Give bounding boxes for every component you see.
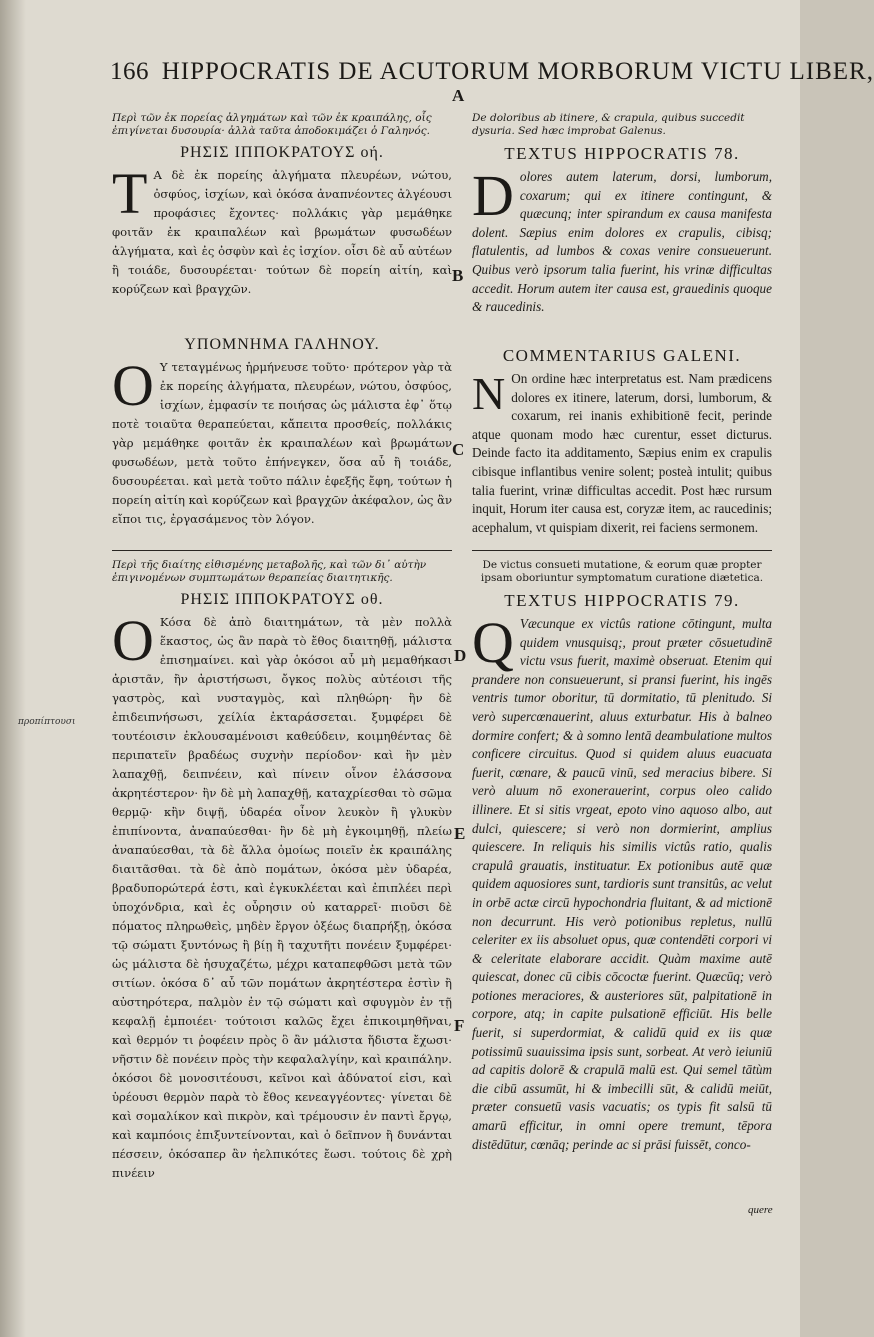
margin-note: προπίπτουσι [18,717,76,727]
latin-summary-1: De doloribus ab itinere, & crapula, quibus succedit dysuria. Sed hæc improbat Galenus. [472,112,745,137]
greek-section-3 [112,542,452,1222]
latin-paragraph-2: On ordine hæc interpretatus est. Nam prædicens dolores ex itinere, laterum, dorsi, lumborum, & coxarum, rei inanis exhibitionē fecit, perinde atque quonam modo hæc curentur, esset dicturus. Deinde facto ita additamento, Sæpius enim ex crapulis cibisque inflantibus venire solent; posteà intulit; quibus talia fuerint, vrinæ difficultas accedit. Post hæc rursum inquit, Horum iter causa est, coryzæ item, ac raucedinis; acephalum, vt quispiam dixerit, rei faciens sermonem. [472,371,772,535]
section-rule [472,550,772,551]
dropcap: Ο [112,353,154,418]
greek-summary-1: Περὶ τῶν ἐκ πορείας ἀλγημάτων καὶ τῶν ἐκ κραιπάλης, οἷς ἐπιγίνεται δυσουρία· ἀλλὰ ταῦτα ἀποδοκιμάζει ὁ Γαληνός. [112,112,432,137]
greek-section-1 [112,112,452,317]
latin-heading-2: COMMENTARIUS GALENI. [502,346,742,365]
greek-heading-3: ΡΗΣΙΣ ΙΠΠΟΚΡΑΤΟΥΣ οθ. [180,591,384,608]
latin-paragraph-1: olores autem laterum, dorsi, lumborum, coxarum; qui ex itinere contingunt, & quæcunq; inter spirandum ex causa manifesta dolent. Sæpius enim dolores ex crapulis, cibisq; flatulentis, ad lumbos & coxas venire consueuerunt. Quibus verò ipsorum talia fuerint, his vrinæ difficultas accedit. Horum autem iter causa est, grauedinis quoque & raucedinis. [472,169,772,315]
gutter-shadow [0,0,26,1337]
margin-letter-f: F [454,1016,465,1035]
page-title: HIPPOCRATIS DE ACUTORUM MORBORUM VICTU LIBER, [161,58,874,85]
greek-section-2 [112,330,452,535]
dropcap: D [472,163,514,228]
latin-paragraph-3: Væcunque ex victûs ratione cōtingunt, multa quidem vnusquisq;, prout præter cōsuetudinē victu vsus fuerit, maximè obseruat. Etenim qui prandere non consueuerunt, si pransi fuerint, his ingēs ventris tumor oboritur, tū dormitatio, tū plenitudo. Si verò supercœnauerint, aluus exturbatur. His à balneo dormire confert; & à somno lentā deambulatione multos conficere circuitus. Quod si quidem aluus euacuata fuerit, cœnare, & paucū vinū, sed meracius bibere. Si verò aluum nō exonerauerint, corpus oleo calido illinere. Et si sitis vrgeat, epoto vino aquoso albo, aut dulci, quiescere; si verò non dormierint, amplius quiescere. In reliquis his similis victûs ratio, qualis crapulâ grauatis, instituatur. Ex potionibus autē quæ quidem aquosiores sunt, tardioris sunt transitûs, ac velut in orbē actæ circū hypochondria fluitant, & ad mictionē non decurrunt. His verò potionibus repletus, nullū celeriter ex iis absoluet opus, quæ contendēti corpori vi & celeritate elaborare accidit. Quàm maxime autē quiescat, donec cū cibis cōcoctæ fuerint. Quæcūq; verò potiones meraciores, & austeriores sūt, palpitationē in corpore, atq; in capite pulsationē efficiūt. His belle fuerit, si superdormiat, & calidū quid ex iis quæ potissimū suauissima ipsis sunt, sorbeat. At verò ieiuniū ad capitis dolorē & crapulā malū est. Qui semel tātùm die cibū assumūt, hi & imbecilli sūt, & calidū meiūt, præter consuetū vasis vacuatis; os typis fit salsū tū amarū efficitur, in omni opere tremunt, tēpora distēdūtur, cœnāq; perinde ac si prāsi fuissēt, conco- [472,616,772,1152]
greek-paragraph-3: Κόσα δὲ ἀπὸ διαιτημάτων, τὰ μὲν πολλὰ ἕκαστος, ὡς ἂν παρὰ τὸ ἔθος διαιτηθῇ, μάλιστα ἐπισημαίνει. καὶ γὰρ ὁκόσοι αὖ μὴ μεμαθήκασι ἀριστᾶν, ἢν ἀριστήσωσι, ὄγκος πολὺς αὐτέοισι τῆς γαστρὸς, καὶ νυσταγμὸς, καὶ πληθώρη· ἢν δὲ ἐπιδειπνήσωσι, χείλία ἐκταράσσεται. ξυμφέρει δὲ τουτέοισιν ἐκλουσαμένοισι καθεύδειν, κοιμηθέντας δὲ περιπατεῖν βραδέως συχνὴν περίοδον· καὶ ἢν μὲν λαπαχθῇ, δειπνέειν, καὶ πίνειν οἶνον ἐλάσσονα ἀκρητέστερον· ἢν δὲ μὴ λαπαχθῇ, καταχρίεσθαι τὸ σῶμα θερμῷ· κἢν διψῇ, ὑδαρέα οἶνον λευκὸν ἢ γλυκὺν ἐπιπίνοντα, ἀναπαύεσθαι· ἢν δὲ μὴ ἐγκοιμηθῇ, πλείω ἀναπαύεσθαι, τὰ δὲ ἄλλα ὁμοίως ποιεῖν ἐκ κραιπάλης διαιτᾶσθαι. τὰ δὲ ἀπὸ πομάτων, ὁκόσα μὲν ὑδαρέα, βραδυπορώτερά ἐστι, καὶ ἐγκυκλέεται καὶ ἐπιπλέει περὶ ὑποχόνδρια, καὶ ἐς οὖρησιν οὐ καταρρεῖ· πιοῦσι δὲ πόματος πληρωθεὶς, μηδὲν ἔργον ὀξέως διαπρήξῃ, ὁκόσα τῷ σώματι ξυντόνως ἢ βίῃ ἢ ταχυτῆτι πονέειν ξυμφέρει· ὡς μάλιστα δὲ ἡσυχαζέτω, μέχρι καταπεφθῶσι μετὰ τῶν σιτίων. ὁκόσα δ᾽ αὖ τῶν πομάτων ἀκρητέστερα ἐστὶν ἢ αὐστηρότερα, παλμὸν ἐν τῷ σώματι καὶ σφυγμὸν ἐν τῇ κεφαλῇ ἐμποιέει· τούτοισι καλῶς ἔχει ἐπικοιμηθῆναι, καὶ θερμόν τι ῥοφέειν πρὸς ὃ ἂν μάλιστα ἥδιστα ἔχωσι· νῆστιν δὲ πονέειν πρὸς τὴν κεφαλαλγίην, καὶ κραιπάλην. ὁκόσοι δὲ μονοσιτέουσι, κεῖνοι καὶ ἀδύνατοί εἰσι, καὶ ὑρέουσι θερμὸν παρὰ τὸ ἔθος κενεαγγέοντες· γίνεται δὲ καὶ σομαλίκον καὶ πικρὸν, καὶ τρέμουσιν ἐν παντὶ ἔργῳ, καὶ καμπόοις ἐπιξυντείνονται, καὶ ὁ δεῖπνον ἢ δυνάνται πέσσειν, ὁκόσαπερ ἂν ἠελπικότες ἔωσι. τούτοις δὲ χρὴ πινέειν [112,615,452,1180]
margin-letter-c: C [452,440,465,459]
margin-letter-b: B [452,266,464,285]
greek-column [112,112,452,1222]
latin-column [472,112,772,1222]
latin-heading-3: TEXTUS HIPPOCRATIS 79. [504,591,740,610]
dropcap: N [472,368,506,419]
running-head [110,58,874,86]
catchword: quere [748,1204,773,1216]
latin-summary-3: De victus consueti mutatione, & eorum quæ propter ipsam oboriuntur symptomatum curatione diætetica. [480,559,764,584]
margin-letter-e: E [454,824,466,843]
latin-heading-1: TEXTUS HIPPOCRATIS 78. [504,144,740,163]
page-number: 166 [110,58,149,85]
greek-heading-1: ΡΗΣΙΣ ΙΠΠΟΚΡΑΤΟΥΣ οή. [180,144,384,161]
dropcap: Ο [112,608,154,673]
dropcap: Q [472,610,514,675]
greek-heading-2: ΥΠΟΜΝΗΜΑ ΓΑΛΗΝΟΥ. [184,336,380,353]
latin-section-3 [472,542,772,1222]
latin-section-1 [472,112,772,337]
greek-summary-3: Περὶ τῆς διαίτης εἰθισμένης μεταβολῆς, καὶ τῶν δι᾽ αὐτὴν ἐπιγινομένων συμπτωμάτων θεραπείας διαιτητικῆς. [112,559,427,584]
latin-section-2 [472,340,772,540]
margin-letter-d: D [454,646,467,665]
dropcap: Τ [112,161,148,226]
section-rule [112,550,452,551]
greek-paragraph-1: Α δὲ ἐκ πορείης ἀλγήματα πλευρέων, νώτου, ὀσφύος, ἰσχίων, καὶ ὁκόσα ἀναπνέοντες ἀλγέουσι προφάσιες ἔχοντες· πολλάκις γὰρ μεμάθηκε φοιτᾶν ἐκ κραιπαλέων καὶ βρωμάτων φυσωδέων ἀλγήματα, καὶ ἐς ὀσφὺν καὶ ἐς ἰσχίον. οἷσι δὲ αὖ αὐτέων ἢ τοιάδε, δυσουρέεται· τούτων δὲ πορείη αἰτίη, καὶ κορύζεων καὶ βραγχῶν. [112,168,452,296]
margin-letter-a: A [452,86,465,105]
greek-paragraph-2: Υ τεταγμένως ἡρμήνευσε τοῦτο· πρότερον γὰρ τὰ ἐκ πορείης ἀλγήματα, πλευρέων, νώτου, ὀσφύος, ἰσχίων, ἐμφασίν τε ποιήσας ὡς μάλιστα ἐφ᾽ ὅτῳ ποτὲ τοιαῦτα θεραπεύεται, κἄπειτα προσθείς, πολλάκις γὰρ μεμάθηκε φοιτᾶν ἐκ κραιπαλέων καὶ βρωμάτων φυσωδέων, μετὰ τοῦτο ἐπήνεγκεν, ὅσα αὖ ἢ τοιάδε, δυσουρέεται. καὶ μετὰ τοῦτο πάλιν ἐφεξῆς ἔφη, τούτων ἡ πορείη αἰτίη καὶ κορύζεων καὶ βραγχῶν ἀκέφαλον, ὡς ἂν εἴποι τις, ἐργασάμενος τὸν λόγον. [112,360,452,526]
